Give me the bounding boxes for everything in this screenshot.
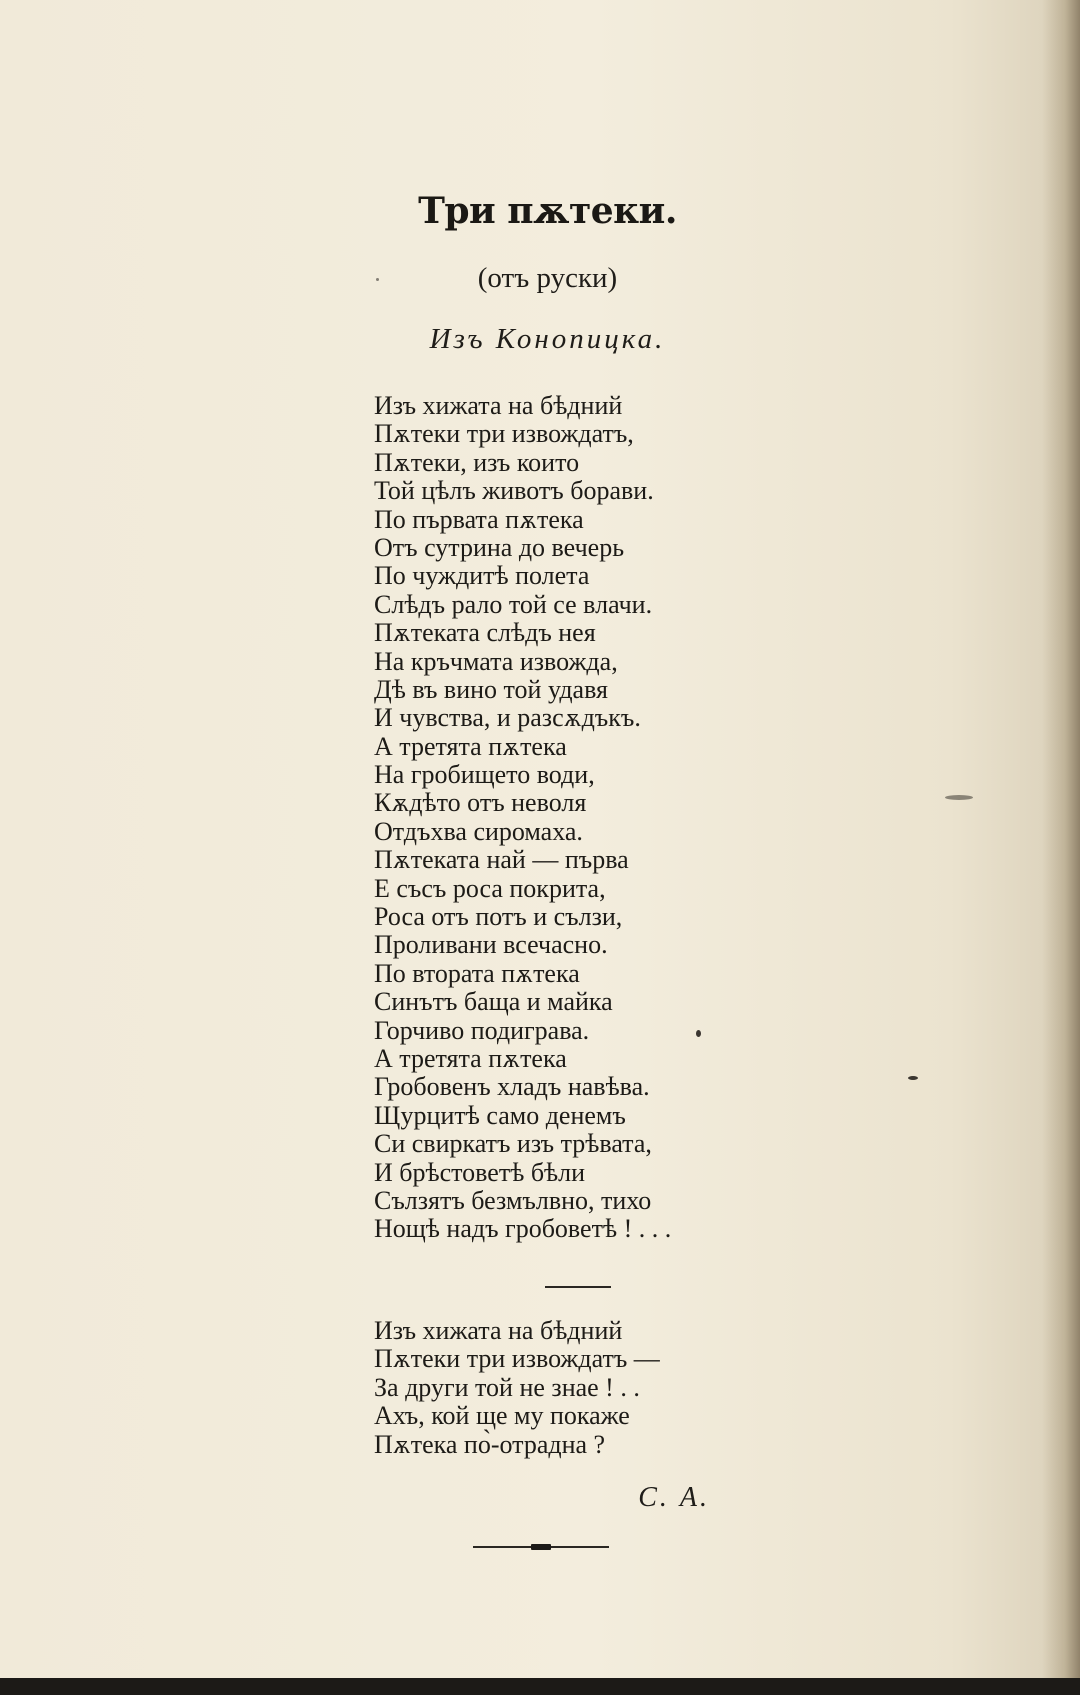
verse-line: Синътъ баща и майка [374,987,613,1017]
verse-line: Гробовенъ хладъ навѣва. [374,1072,650,1102]
verse-line: Си свиркатъ изъ трѣвата, [374,1129,652,1159]
tailpiece-line-left [473,1546,531,1548]
verse-line: Слѣдъ рало той се влачи. [374,589,653,619]
poem-title: Три пѫтеки. [418,190,677,232]
verse-line: Сълзятъ безмълвно, тихо [374,1185,652,1215]
tailpiece-line-right [551,1546,609,1548]
verse-line: Изъ хижата на бѣдний [374,391,623,420]
verse-line: Пѫтеката слѣдъ нея [374,618,596,648]
verse-line: Проливани всечасно. [374,930,608,960]
verse-line: Пѫтеки, изъ които [374,447,580,477]
tailpiece-ornament [473,1541,609,1553]
ink-speck [376,278,379,281]
verse-line: На гробището води, [374,760,595,790]
poem-stanza-final [374,1317,660,1459]
verse-line: Нощѣ надъ гробоветѣ ! . . . [374,1214,672,1244]
verse-line: Дѣ въ вино той удавя [374,674,608,704]
verse-line: Той цѣлъ животъ борави. [374,476,654,506]
verse-line: Пѫтеки три извождатъ — [374,1344,660,1374]
verse-line: Щурцитѣ само денемъ [374,1100,626,1130]
ink-speck [945,795,973,800]
verse-line: И чувства, и разсѫдъкъ. [374,703,641,733]
verse-line: На кръчмата извожда, [374,646,618,676]
verse-line: Роса отъ потъ и сълзи, [374,902,623,932]
verse-line: А третята пѫтека [374,1043,567,1073]
verse-line: Кѫдѣто отъ неволя [374,788,587,818]
ink-speck [696,1030,701,1037]
poem-stanza-main [374,392,671,1244]
ink-speck [908,1076,918,1080]
verse-line: По вторатa пѫтека [374,958,580,988]
verse-line: Отдъхва сиромаха. [374,816,583,846]
verse-line: И брѣстоветѣ бѣли [374,1157,586,1187]
verse-line: За други той не знае ! . . [374,1372,640,1402]
verse-line: А третята пѫтека [374,731,567,761]
poem-author-line: Изъ Конопицка. [429,323,666,355]
verse-line: Отъ сутрина до вечерь [374,532,625,562]
stanza-divider [545,1286,611,1288]
poem-subtitle: (отъ руски) [477,262,618,294]
verse-line: Пѫтеката най — първа [374,845,629,875]
verse-line: По първата пѫтека [374,504,584,534]
verse-line: Горчиво подиграва. [374,1015,590,1045]
verse-line: Изъ хижата на бѣдний [374,1316,623,1345]
page-edge-shadow [1042,0,1080,1695]
verse-line: Ахъ, кой ще му покаже [374,1401,630,1431]
verse-line: Е съсъ роса покрита, [374,873,606,903]
tailpiece-center-mark [531,1544,551,1550]
scan-bottom-edge [0,1678,1080,1695]
verse-line: По чуждитѣ полета [374,561,590,591]
verse-line: Пѫтеки три извождатъ, [374,419,634,449]
verse-line: Пѫтека по̀-отрадна ? [374,1429,606,1459]
poem-signature: С. А. [638,1482,710,1513]
